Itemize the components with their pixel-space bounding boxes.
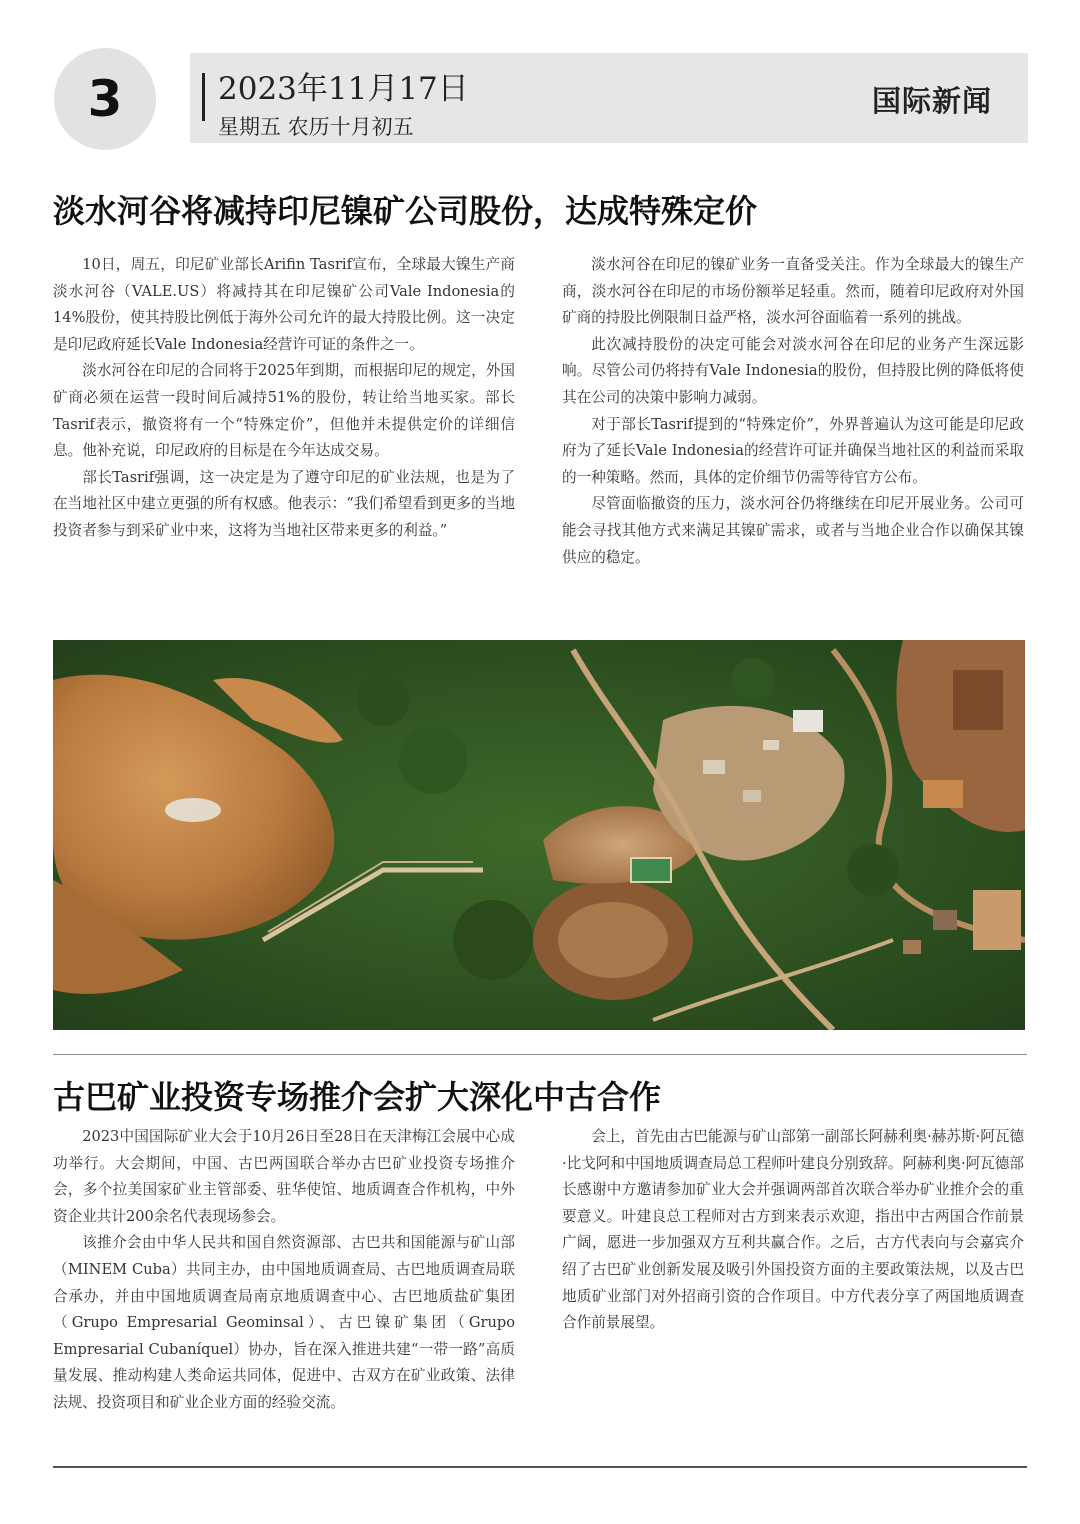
section-divider: [53, 1054, 1027, 1055]
issue-date: 2023年11月17日: [218, 71, 469, 107]
article1-left-column: [53, 252, 515, 545]
article1-headline: 淡水河谷将减持印尼镍矿公司股份，达成特殊定价: [53, 192, 758, 230]
paragraph: 2023中国国际矿业大会于10月26日至28日在天津梅江会展中心成功举行。大会期间，中国、古巴两国联合举办古巴矿业投资专场推介会，多个拉美国家矿业主管部委、驻华使馆、地质调查合作机构，中外资企业共计200余名代表现场参会。: [53, 1128, 515, 1225]
footer-rule: [53, 1466, 1027, 1468]
paragraph: 淡水河谷在印尼的镍矿业务一直备受关注。作为全球最大的镍生产商，淡水河谷在印尼的市场份额举足轻重。然而，随着印尼政府对外国矿商的持股比例限制日益严格，淡水河谷面临着一系列的挑战。: [562, 256, 1024, 327]
paragraph: 10日，周五，印尼矿业部长Arifin Tasrif宣布，全球最大镍生产商淡水河谷（VALE.US）将减持其在印尼镍矿公司Vale Indonesia的14%股份，使其持股比例低于海外公司允许的最大持股比例。这一决定是印尼政府延长Vale Indonesia经营许可证的条件之一。: [53, 256, 515, 353]
page-number-badge: [54, 48, 156, 150]
header-bar: [190, 53, 1028, 143]
paragraph: 尽管面临撤资的压力，淡水河谷仍将继续在印尼开展业务。公司可能会寻找其他方式来满足其镍矿需求，或者与当地企业合作以确保其镍供应的稳定。: [562, 495, 1024, 566]
section-label: 国际新闻: [871, 84, 992, 118]
paragraph: 部长Tasrif强调，这一决定是为了遵守印尼的矿业法规，也是为了在当地社区中建立更强的所有权感。他表示：“我们希望看到更多的当地投资者参与到采矿业中来，这将为当地社区带来更多的利益。”: [53, 468, 515, 539]
paragraph: 此次减持股份的决定可能会对淡水河谷在印尼的业务产生深远影响。尽管公司仍将持有Vale Indonesia的股份，但持股比例的降低将使其在公司的决策中影响力减弱。: [562, 335, 1024, 406]
paragraph: 淡水河谷在印尼的合同将于2025年到期，而根据印尼的规定，外国矿商必须在运营一段时间后减持51%的股份，转让给当地买家。部长Tasrif表示，撤资将有一个“特殊定价”，但他并未提供定价的详细信息。他补充说，印尼政府的目标是在今年达成交易。: [53, 362, 515, 460]
paragraph: 该推介会由中华人民共和国自然资源部、古巴共和国能源与矿山部（MINEM Cuba）共同主办，由中国地质调查局、古巴地质调查局联合承办，并由中国地质调查局南京地质调查中心、古巴地质盐矿集团（Grupo Empresarial Geominsal）、古巴镍矿集团（Grupo Empresarial Cubaníquel）协办，旨在深入推进共建“一带一路”高质量发展、推动构建人类命运共同体，促进中、古双方在矿业政策、法律法规、投资项目和矿业企业方面的经验交流。: [53, 1234, 515, 1411]
article2-right-column: [562, 1124, 1024, 1337]
paragraph: 会上，首先由古巴能源与矿山部第一副部长阿赫利奥·赫苏斯·阿瓦德·比戈阿和中国地质调查局总工程师叶建良分别致辞。阿赫利奥·阿瓦德部长感谢中方邀请参加矿业大会并强调两部首次联合举办矿业推介会的重要意义。叶建良总工程师对古方到来表示欢迎，指出中古两国合作前景广阔，愿进一步加强双方互利共赢合作。之后，古方代表向与会嘉宾介绍了古巴矿业创新发展及吸引外国投资方面的主要政策法规，以及古巴地质矿业部门对外招商引资的合作项目。中方代表分享了两国地质调查合作前景展望。: [562, 1128, 1024, 1332]
aerial-mine-photo: [53, 640, 1025, 1030]
article2-left-column: [53, 1124, 515, 1417]
article2-headline: 古巴矿业投资专场推介会扩大深化中古合作: [53, 1078, 662, 1116]
article1-right-column: [562, 252, 1024, 571]
page-number: 3: [87, 70, 123, 128]
paragraph: 对于部长Tasrif提到的“特殊定价”，外界普遍认为这可能是印尼政府为了延长Vale Indonesia的经营许可证并确保当地社区的利益而采取的一种策略。然而，具体的定价细节仍需等待官方公布。: [562, 415, 1024, 486]
header-divider: [202, 73, 205, 121]
issue-weekday-lunar: 星期五 农历十月初五: [218, 115, 414, 139]
